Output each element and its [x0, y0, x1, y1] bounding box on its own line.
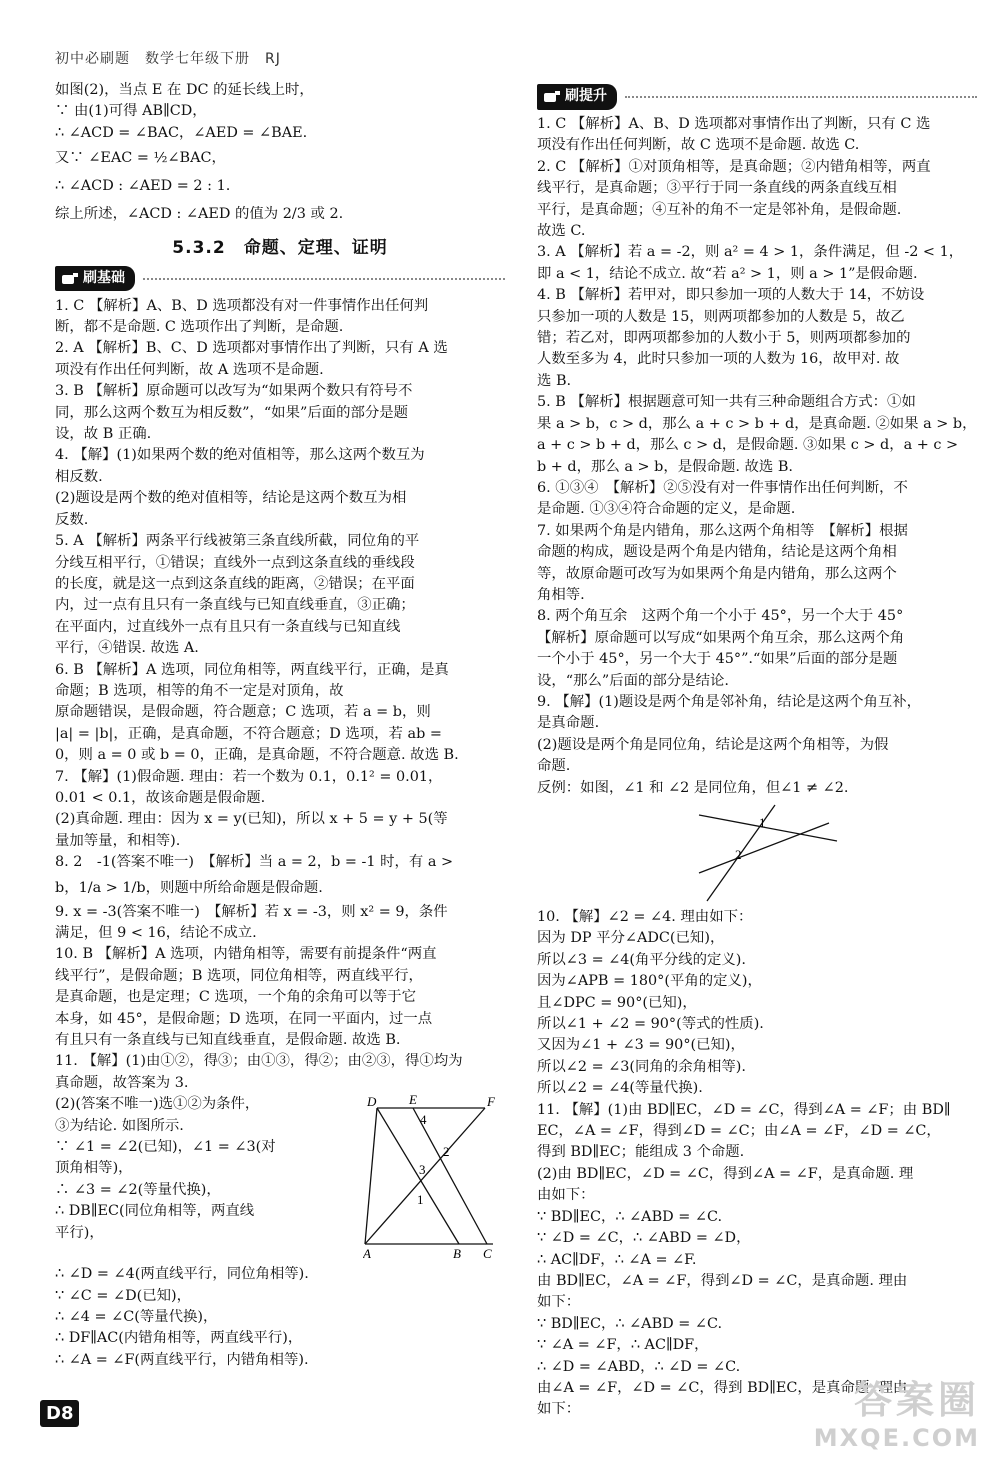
- answer-line: ∵ ∠D = ∠C，∴ ∠ABD = ∠D，: [537, 1230, 751, 1247]
- answer-line: 是真命题，也是定理；C 选项，一个角的余角可以等于它: [55, 989, 416, 1006]
- answer-line: 反例：如图，∠1 和 ∠2 是同位角，但∠1 ≠ ∠2.: [537, 779, 849, 796]
- answer-line: 即 a < 1，结论不成立. 故“若 a² > 1，则 a > 1”是假命题.: [537, 265, 918, 282]
- answer-line: 因为 DP 平分∠ADC(已知)，: [537, 930, 725, 947]
- answer-line: ∴ AC∥DF，∴ ∠A = ∠F.: [537, 1251, 697, 1268]
- text-line: 又∵ ∠EAC = ½∠BAC，: [55, 150, 226, 167]
- left-top-block: [55, 80, 505, 228]
- page-header: 初中必刷题 数学七年级下册 RJ: [55, 51, 281, 67]
- section-title: 5.3.2 命题、定理、证明: [172, 238, 388, 259]
- answer-line: ∵ ∠A = ∠F，∴ AC∥DF，: [537, 1337, 709, 1354]
- answer-line: 3. B 【解析】原命题可以改写为“如果两个数只有符号不: [55, 383, 413, 400]
- label-C: C: [483, 1246, 492, 1260]
- answer-line: (2)真命题. 理由：因为 x = y(已知)，所以 x + 5 = y + 5(等: [55, 811, 448, 828]
- answer-line: 5. B 【解析】根据题意可知一共有三种命题组合方式：①如: [537, 394, 916, 411]
- answer-line: 设，“那么”后面的部分是结论.: [537, 672, 729, 689]
- text-line: ∵ 由(1)可得 AB∥CD，: [55, 103, 207, 120]
- angle-2-label: 2: [735, 847, 742, 862]
- answer-line: 9. x = -3(答案不唯一) 【解析】若 x = -3，则 x² = 9，条件: [55, 903, 448, 920]
- text-line: ∴ ∠ACD = ∠BAC，∠AED = ∠BAE.: [55, 124, 308, 141]
- answer-line: 项没有作出任何判断，故 C 选项不是命题. 故选 C.: [537, 137, 860, 154]
- answer-line: b + d，那么 a > b，是假命题. 故选 B.: [537, 458, 793, 475]
- answer-line: 6. B 【解析】A 选项，同位角相等，两直线平行，正确，是真: [55, 661, 449, 678]
- watermark-logo-text: 答案圈: [853, 1378, 980, 1422]
- answer-line: 由∠A = ∠F，∠D = ∠C，得到 BD∥EC，是真命题. 理由: [537, 1379, 908, 1396]
- answer-line: 平行，是真命题；④互补的角不一定是邻补角，是假命题.: [537, 201, 902, 218]
- answer-line: 因为∠APB = 180°(平角的定义)，: [537, 973, 762, 990]
- badge-text: 刷基础: [83, 269, 125, 286]
- advanced-answers: [537, 114, 977, 799]
- answer-line: 命题.: [537, 758, 571, 775]
- label-F: F: [487, 1094, 495, 1110]
- label-A: A: [363, 1246, 371, 1260]
- angle-2-label: 2: [443, 1144, 450, 1160]
- label-E: E: [409, 1094, 417, 1108]
- answer-line: 果 a > b，c > d，那么 a + c > b + d，是真命题. ②如果 a > b，: [537, 415, 977, 432]
- answer-line: 7. 【解】(1)假命题. 理由：若一个数为 0.1，0.1² = 0.01，: [55, 768, 443, 785]
- answer-line: 本身，如 45°，是假命题；D 选项，在同一平面内，过一点: [55, 1010, 433, 1027]
- answer-line: 原命题错误，是假命题，符合题意；C 选项，若 a = b，则: [55, 704, 431, 721]
- answer-line: ∴ ∠4 = ∠C(等量代换)，: [55, 1309, 218, 1326]
- answer-line: 得到 BD∥EC；能组成 3 个命题.: [537, 1144, 745, 1161]
- answer-line: |a| = |b|，正确，是真命题，不符合题意；D 选项，若 ab =: [55, 725, 442, 742]
- answer-line: ∴ DF∥AC(内错角相等，两直线平行)，: [55, 1330, 303, 1347]
- answer-line: ∴ DB∥EC(同位角相等，两直线: [55, 1203, 255, 1220]
- answer-line: 1. C 【解析】A、B、D 选项都对事情作出了判断，只有 C 选: [537, 116, 931, 132]
- answer-line: 且∠DPC = 90°(已知)，: [537, 994, 697, 1011]
- answer-line: 同，那么这两个数互为相反数”，“如果”后面的部分是题: [55, 404, 409, 421]
- answer-line: 顶角相等)，: [55, 1160, 133, 1177]
- answer-line: 有且只有一条直线与已知直线垂直，是假命题. 故选 B.: [55, 1032, 401, 1049]
- answer-line: 选 B.: [537, 372, 572, 389]
- answer-line: 8. 两个角互余 这两个角一个小于 45°，另一个大于 45°: [537, 608, 904, 625]
- answer-line: 8. 2 -1(答案不唯一) 【解析】当 a = 2，b = -1 时，有 a >: [55, 854, 454, 871]
- answer-line: 相反数.: [55, 468, 103, 485]
- text-line: ∴ ∠ACD : ∠AED = 2 : 1.: [55, 178, 231, 195]
- answer-line: 所以∠3 = ∠4(角平分线的定义).: [537, 951, 746, 968]
- answer-line: 真命题，故答案为 3.: [55, 1074, 189, 1091]
- answer-line: 只参加一项的人数是 15，则两项都参加的人数是 5，故乙: [537, 308, 905, 325]
- q11-figure-text: [55, 1094, 355, 1244]
- answer-line: 命题的构成，题设是两个角是内错角，结论是这两个角相: [537, 544, 897, 561]
- answer-line: b，1/a > 1/b，则题中所给命题是假命题.: [55, 879, 323, 896]
- badge-label-box: [537, 84, 617, 109]
- answer-line: ∴ ∠D = ∠4(两直线平行，同位角相等).: [55, 1266, 309, 1283]
- answer-line: 9. 【解】(1)题设是两个角是邻补角，结论是这两个角互补，: [537, 693, 922, 710]
- brush-icon: [543, 89, 561, 105]
- answer-line: 11. 【解】(1)由 BD∥EC，∠D = ∠C，得到∠A = ∠F；由 BD∥: [537, 1101, 951, 1118]
- answer-line: ③为结论. 如图所示.: [55, 1117, 184, 1134]
- answer-line: ∴ ∠D = ∠ABD，∴ ∠D = ∠C.: [537, 1358, 741, 1375]
- badge-text: 刷提升: [565, 88, 607, 105]
- right-bottom-block: [537, 907, 977, 1421]
- answer-line: 在平面内，过直线外一点有且只有一条直线与已知直线: [55, 618, 401, 635]
- answer-line: 6. ①③④ 【解析】②⑤没有对一件事情作出任何判断，不: [537, 479, 908, 496]
- text-line: 如图(2)，当点 E 在 DC 的延长线上时，: [55, 82, 314, 98]
- answer-line: 线平行”，是假命题；B 选项，同位角相等，两直线平行，: [55, 967, 423, 984]
- watermark: [814, 1369, 980, 1452]
- answer-line: 断，都不是命题. C 选项作出了判断，是命题.: [55, 319, 344, 336]
- answer-line: (2)(答案不唯一)选①②为条件，: [55, 1096, 260, 1113]
- answer-line: ∴ ∠3 = ∠2(等量代换)，: [55, 1181, 221, 1198]
- answer-line: 【解析】原命题可以写成“如果两个角互余，那么这两个角: [537, 629, 905, 646]
- answer-line: 11. 【解】(1)由①②，得③；由①③，得②；由②③，得①均为: [55, 1053, 463, 1070]
- left-bottom-block: [55, 1264, 505, 1371]
- answer-line: 一个小于 45°，另一个大于 45°”.“如果”后面的部分是题: [537, 651, 898, 668]
- watermark-url: MXQE.COM: [813, 1424, 980, 1452]
- answer-line: ∵ BD∥EC，∴ ∠ABD = ∠C.: [537, 1315, 723, 1332]
- answer-line: 又因为∠1 + ∠3 = 90°(已知)，: [537, 1037, 745, 1054]
- answer-line: ∴ ∠A = ∠F(两直线平行，内错角相等).: [55, 1351, 309, 1368]
- corresponding-angles-figure: [697, 803, 847, 903]
- answer-line: ∵ ∠1 = ∠2(已知)，∠1 = ∠3(对: [55, 1139, 276, 1156]
- q11-figure-block: [55, 1094, 505, 1264]
- advanced-badge: [537, 84, 977, 110]
- answer-line: 线平行，是真命题；③平行于同一条直线的两条直线互相: [537, 180, 897, 197]
- answer-line: 0.01 < 0.1，故该命题是假命题.: [55, 789, 266, 806]
- answer-line: 设，故 B 正确.: [55, 426, 152, 443]
- answer-line: 由如下：: [537, 1187, 595, 1204]
- answer-line: 0，则 a = 0 或 b = 0，正确，是真命题，不符合题意. 故选 B.: [55, 747, 459, 764]
- angle-3-label: 3: [419, 1162, 426, 1178]
- answer-line: 量加等量，和相等).: [55, 832, 181, 849]
- answer-line: 分线互相平行，①错误；直线外一点到这条直线的垂线段: [55, 554, 415, 571]
- answer-line: 由 BD∥EC，∠A = ∠F，得到∠D = ∠C，是真命题. 理由: [537, 1272, 908, 1289]
- answer-line: 如下：: [537, 1294, 581, 1311]
- answer-line: 2. A 【解析】B、C、D 选项都对事情作出了判断，只有 A 选: [55, 340, 448, 357]
- answer-line: 内，过一点有且只有一条直线与已知直线垂直，③正确；: [55, 597, 415, 614]
- answer-line: 2. C 【解析】①对顶角相等，是真命题；②内错角相等，两直: [537, 158, 931, 175]
- answer-line: 是真命题.: [537, 715, 600, 732]
- answer-line: 等，故原命题可改写为如果两个角是内错角，那么这两个: [537, 565, 897, 582]
- answer-line: (2)题设是两个角是同位角，结论是这两个角相等，为假: [537, 736, 889, 753]
- answer-line: 错；若乙对，即两项都参加的人数小于 5，则两项都参加的: [537, 330, 911, 347]
- answer-line: 5. A 【解析】两条平行线被第三条直线所截，同位角的平: [55, 533, 420, 550]
- answer-line: 反数.: [55, 511, 89, 528]
- angle-1-label: 1: [759, 815, 766, 830]
- answer-line: 所以∠2 = ∠3(同角的余角相等).: [537, 1058, 746, 1075]
- answer-line: a + c > b + d，那么 c > d，是假命题. ③如果 c > d，a + c >: [537, 437, 959, 454]
- answer-line: 平行)，: [55, 1224, 104, 1241]
- brush-icon: [61, 271, 79, 287]
- badge-divider: [143, 278, 505, 280]
- answer-line: 如下：: [537, 1401, 581, 1418]
- answer-line: ∵ BD∥EC，∴ ∠ABD = ∠C.: [537, 1208, 723, 1225]
- answer-line: 角相等.: [537, 586, 585, 603]
- answer-line: 所以∠1 + ∠2 = 90°(等式的性质).: [537, 1016, 764, 1033]
- text-line: 综上所述，∠ACD : ∠AED 的值为 2/3 或 2.: [55, 206, 344, 223]
- answer-line: 命题；B 选项，相等的角不一定是对顶角，故: [55, 682, 344, 699]
- parallel-lines-figure: [363, 1094, 503, 1259]
- answer-line: EC，∠A = ∠F，得到∠D = ∠C；由∠A = ∠F，∠D = ∠C，: [537, 1123, 941, 1140]
- answer-line: (2)题设是两个数的绝对值相等，结论是这两个数互为相: [55, 490, 407, 507]
- answer-line: 满足，但 9 < 16，结论不成立.: [55, 925, 257, 941]
- answer-line: 平行，④错误. 故选 A.: [55, 640, 199, 657]
- answer-line: 所以∠2 = ∠4(等量代换).: [537, 1080, 703, 1097]
- answer-line: 是命题. ①③④符合命题的定义，是命题.: [537, 501, 796, 518]
- left-column: [55, 80, 505, 1371]
- label-D: D: [367, 1094, 377, 1110]
- answer-line: 10. B 【解析】A 选项，内错角相等，需要有前提条件“两直: [55, 946, 437, 963]
- label-B: B: [453, 1246, 461, 1260]
- answer-line: 1. C 【解析】A、B、D 选项都没有对一件事情作出任何判: [55, 297, 429, 314]
- answer-line: 人数至多为 4，此时只参加一项的人数为 16，故甲对. 故: [537, 351, 900, 368]
- answer-line: 的长度，就是这一点到这条直线的距离，②错误；在平面: [55, 575, 415, 592]
- badge-divider: [625, 96, 977, 98]
- angle-4-label: 4: [420, 1112, 427, 1128]
- answer-line: 4. B 【解析】若甲对，即只参加一项的人数大于 14，不妨设: [537, 287, 925, 304]
- badge-label-box: [55, 266, 135, 291]
- angle-1-label: 1: [417, 1192, 424, 1208]
- answer-line: 项没有作出任何判断，故 A 选项不是命题.: [55, 361, 324, 378]
- right-column: [537, 80, 977, 1421]
- answer-line: 7. 如果两个角是内错角，那么这两个角相等 【解析】根据: [537, 522, 908, 539]
- answer-line: ∵ ∠C = ∠D(已知)，: [55, 1287, 192, 1304]
- answer-line: 4. 【解】(1)如果两个数的绝对值相等，那么这两个数互为: [55, 447, 425, 464]
- basic-answers: [55, 296, 505, 1095]
- answer-line: 故选 C.: [537, 223, 586, 240]
- answer-line: 3. A 【解析】若 a = -2，则 a² = 4 > 1，条件满足，但 -2 < 1，: [537, 244, 964, 261]
- page-number: D8: [40, 1400, 79, 1427]
- answer-line: 10. 【解】∠2 = ∠4. 理由如下：: [537, 909, 753, 925]
- basic-badge: [55, 266, 505, 292]
- answer-line: (2)由 BD∥EC，∠D = ∠C，得到∠A = ∠F，是真命题. 理: [537, 1165, 914, 1182]
